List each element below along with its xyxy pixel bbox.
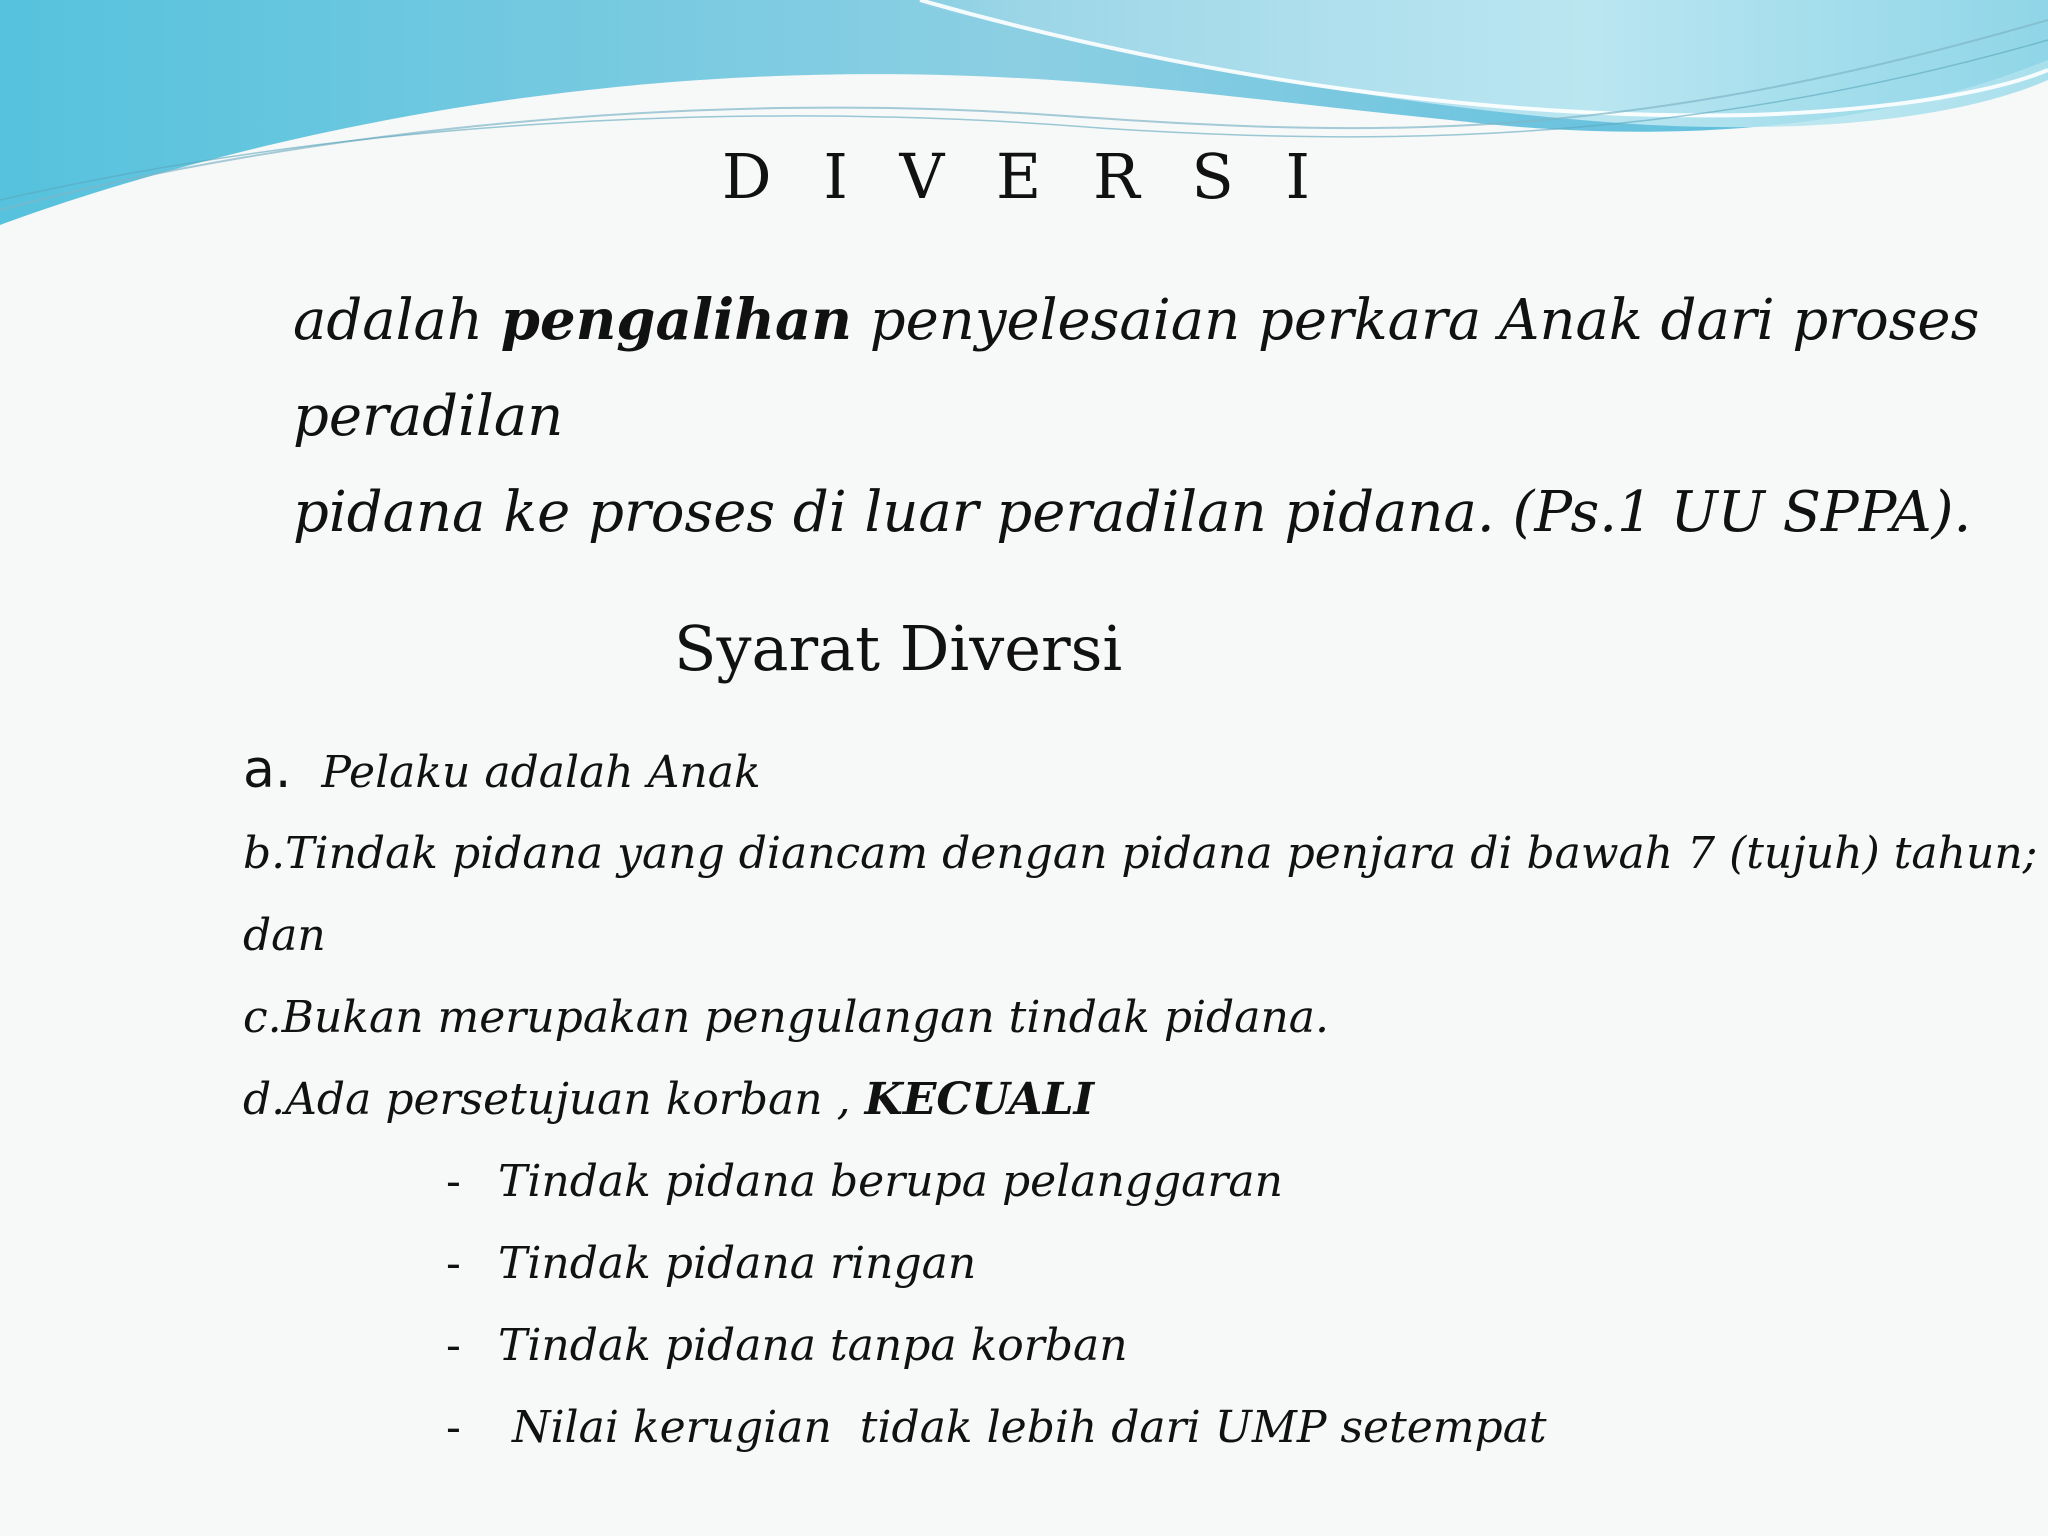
requirement-b-line-2: dan (243, 910, 326, 961)
definition-line1-rest: penyelesaian perkara Anak dari proses peradilan (293, 288, 1980, 449)
definition-bold-word: pengalihan (500, 287, 852, 353)
requirement-b-line-1: b.Tindak pidana yang diancam dengan pidana penjara di bawah 7 (tujuh) tahun; (243, 828, 2038, 879)
exception-item (446, 1402, 1547, 1453)
exception-text: Tindak pidana tanpa korban (498, 1320, 1128, 1371)
definition-prefix: adalah (293, 288, 501, 353)
requirement-d (243, 1074, 1094, 1125)
exception-dash: - (446, 1238, 461, 1289)
exception-item (446, 1156, 1283, 1207)
definition-line-2: pidana ke proses di luar peradilan pidana. (Ps.1 UU SPPA). (293, 480, 1972, 545)
requirement-d-bold: KECUALI (864, 1074, 1095, 1125)
exception-item (446, 1238, 976, 1289)
slide-title: D I V E R S I (721, 140, 1327, 213)
exception-text: Tindak pidana ringan (498, 1238, 977, 1289)
definition-paragraph (293, 272, 2013, 561)
requirement-a-marker: a. (243, 740, 292, 800)
section-subtitle: Syarat Diversi (674, 612, 1123, 685)
exception-text: Nilai kerugian tidak lebih dari UMP setempat (498, 1402, 1547, 1453)
exception-dash: - (446, 1402, 461, 1453)
requirement-d-text: d.Ada persetujuan korban , (243, 1074, 865, 1125)
definition-line-1 (293, 272, 2013, 465)
requirement-c: c.Bukan merupakan pengulangan tindak pidana. (243, 992, 1330, 1043)
exception-dash: - (446, 1320, 461, 1371)
exception-dash: - (446, 1156, 461, 1207)
requirement-a-text: Pelaku adalah Anak (321, 747, 761, 798)
exception-text: Tindak pidana berupa pelanggaran (498, 1156, 1283, 1207)
requirement-a (243, 740, 761, 800)
exception-item (446, 1320, 1128, 1371)
